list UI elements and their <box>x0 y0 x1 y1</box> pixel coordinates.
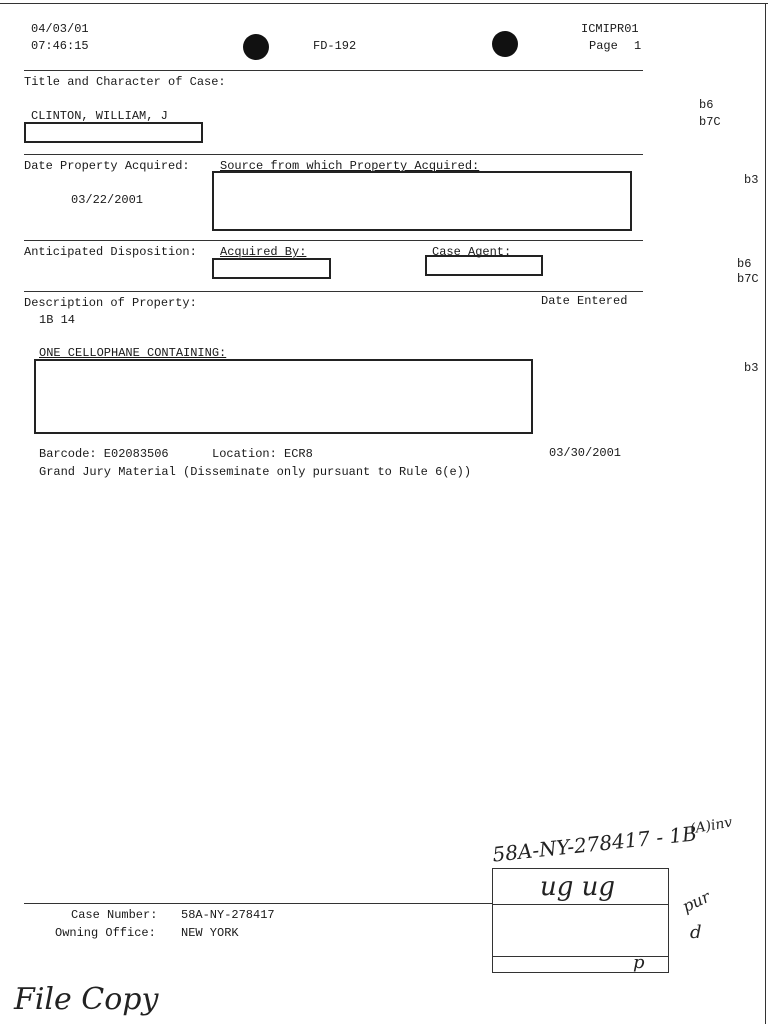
owning-office-label: Owning Office: <box>55 926 156 940</box>
acquired-by-label: Acquired By: <box>220 245 307 259</box>
location: Location: ECR8 <box>212 447 313 461</box>
description-label: Description of Property: <box>24 296 197 310</box>
divider-acquisition <box>24 240 643 241</box>
divider-title <box>24 154 643 155</box>
handwritten-initials-top: (A)inv <box>688 814 734 838</box>
handwritten-bottom-mark: p <box>633 952 645 973</box>
stamp-right-edge <box>668 868 669 972</box>
page-right-edge <box>765 3 766 1024</box>
contents-label: ONE CELLOPHANE CONTAINING: <box>39 346 227 360</box>
case-agent-label: Case Agent: <box>432 245 512 259</box>
exemption-b7c-mid: b7C <box>737 272 759 286</box>
exemption-b3-mid: b3 <box>744 361 759 375</box>
divider-footer <box>24 903 492 904</box>
redaction-box-title <box>24 122 203 143</box>
case-number-label: Case Number: <box>71 908 158 922</box>
redaction-box-contents <box>34 359 533 434</box>
page-number: 1 <box>634 39 642 53</box>
system-id: ICMIPR01 <box>581 22 639 36</box>
handwritten-file-number: 58A-NY-278417 - 1B <box>491 821 698 867</box>
print-time: 07:46:15 <box>31 39 89 53</box>
exemption-b6-mid: b6 <box>737 257 752 271</box>
grand-jury-note: Grand Jury Material (Disseminate only pursuant to Rule 6(e)) <box>39 465 472 479</box>
stamp-line-1 <box>492 868 669 869</box>
item-id: 1B 14 <box>39 313 76 327</box>
exemption-b6-top: b6 <box>699 98 714 112</box>
stamp-line-2 <box>492 904 669 905</box>
print-date: 04/03/01 <box>31 22 89 36</box>
exemption-b3-top: b3 <box>744 173 759 187</box>
barcode: Barcode: E02083506 <box>39 447 169 461</box>
title-value: CLINTON, WILLIAM, J <box>31 109 168 123</box>
handwritten-stamp-initials: ug ug <box>540 872 616 902</box>
redaction-box-case-agent <box>425 255 543 276</box>
divider-header <box>24 70 643 71</box>
handwritten-side-note: pur <box>679 886 713 917</box>
page-top-edge <box>0 3 768 4</box>
punch-hole-right <box>492 31 518 57</box>
handwritten-file-copy: File Copy <box>14 982 159 1017</box>
exemption-b7c-top: b7C <box>699 115 721 129</box>
date-acquired-label: Date Property Acquired: <box>24 159 190 173</box>
date-acquired-value: 03/22/2001 <box>71 193 144 207</box>
anticipated-disposition-label: Anticipated Disposition: <box>24 245 197 259</box>
form-number: FD-192 <box>313 39 357 53</box>
owning-office-value: NEW YORK <box>181 926 239 940</box>
handwritten-side-mark: d <box>690 922 702 943</box>
case-number-value: 58A-NY-278417 <box>181 908 275 922</box>
source-label: Source from which Property Acquired: <box>220 159 480 173</box>
punch-hole-left <box>243 34 269 60</box>
redaction-box-acquired-by <box>212 258 331 279</box>
stamp-left-edge <box>492 868 493 972</box>
date-entered-value: 03/30/2001 <box>549 446 622 460</box>
divider-disposition <box>24 291 643 292</box>
date-entered-label: Date Entered <box>541 294 628 308</box>
title-label: Title and Character of Case: <box>24 75 226 89</box>
redaction-box-source <box>212 171 632 231</box>
page-label: Page <box>589 39 618 53</box>
